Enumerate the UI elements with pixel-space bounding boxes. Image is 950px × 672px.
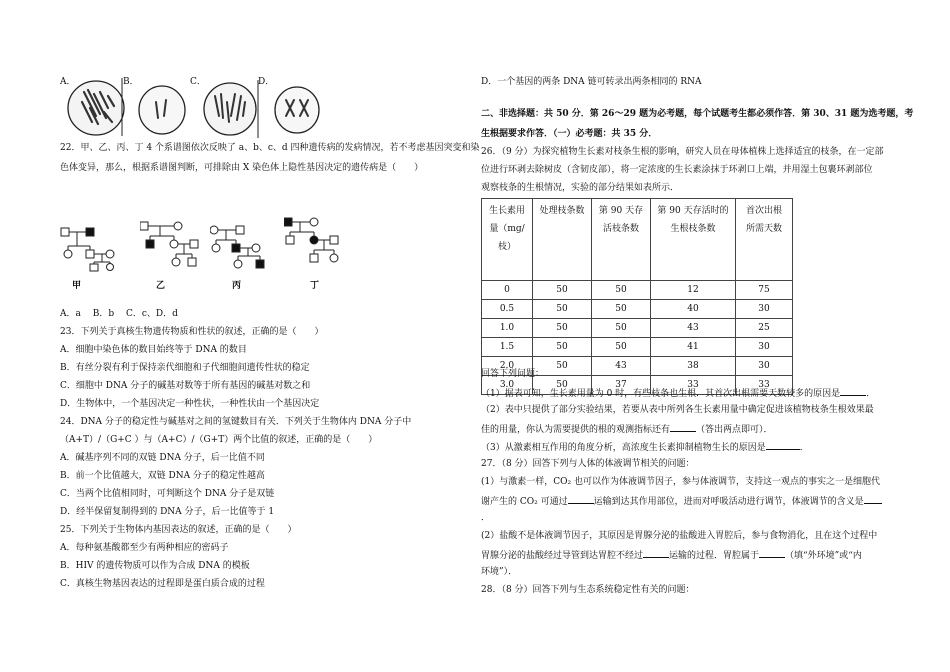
q22-stem-line2: 色体变异，那么，根据系谱图判断，可排除由 X 染色体上隐性基因决定的遗传病是（ ） bbox=[60, 163, 424, 173]
pedigree-jia bbox=[60, 222, 140, 272]
q27-p2-end: 环境”）． bbox=[481, 567, 518, 577]
q24-option-a: A．碱基序列不同的双链 DNA 分子，后一比值不同 bbox=[60, 453, 265, 463]
table-cell: 50 bbox=[592, 281, 651, 300]
table-cell: 40 bbox=[651, 300, 736, 319]
q26-stem-line2: 位进行环剥去除树皮（含韧皮部），将一定浓度的生长素涂抹于环剥口上端，并用湿土包裹环剥部位 bbox=[481, 165, 873, 175]
auxin-results-table bbox=[481, 198, 793, 395]
table-cell: 50 bbox=[533, 338, 592, 357]
q26-stem-line1: 26．（9 分）为探究植物生长素对枝条生根的影响，研究人员在母体植株上选择适宜的枝条，在一定部 bbox=[481, 147, 884, 157]
table-cell: 30 bbox=[736, 300, 793, 319]
q27-p2-line1: (2）盐酸不是体液调节因子，其原因是胃腺分泌的盐酸进入胃腔后，参与食物消化，且在这个过程中 bbox=[481, 531, 878, 541]
pedigree-ding bbox=[284, 216, 354, 272]
answer-blank[interactable] bbox=[759, 548, 785, 558]
table-cell: 41 bbox=[651, 338, 736, 357]
answer-blank[interactable] bbox=[840, 386, 866, 396]
pedigree-label-ding: 丁 bbox=[310, 281, 320, 291]
table-cell: 1.0 bbox=[482, 319, 533, 338]
table-cell: 43 bbox=[592, 357, 651, 376]
table-cell: 50 bbox=[533, 376, 592, 395]
option-c-label: C． bbox=[190, 77, 206, 87]
q26-sub3-text: （3）从激素相互作用的角度分析，高浓度生长素抑制植物生长的原因是 bbox=[481, 443, 766, 453]
table-cell: 33 bbox=[736, 376, 793, 395]
q22-stem-line1: 22．甲、乙、丙、丁 4 个系谱图依次反映了 a、b、c、d 四种遗传病的发病情况，若不考虑基因突变和染 bbox=[60, 143, 480, 153]
q26-prompt: 回答下列问题： bbox=[481, 369, 545, 379]
answer-blank[interactable] bbox=[643, 548, 669, 558]
q27-p2-text3: （填“外环境”或“内 bbox=[785, 551, 862, 561]
q26-stem-line3: 观察枝条的生根情况，实验的部分结果如表所示． bbox=[481, 183, 680, 193]
q24-option-c: C．当两个比值相同时，可判断这个 DNA 分子是双链 bbox=[60, 489, 275, 499]
table-cell: 1.5 bbox=[482, 338, 533, 357]
table-cell: 12 bbox=[651, 281, 736, 300]
q25-option-d: D．一个基因的两条 DNA 链可转录出两条相同的 RNA bbox=[481, 77, 702, 87]
table-cell: 75 bbox=[736, 281, 793, 300]
q26-sub2-text: 佳的用量，你认为需要提供的根的观测指标还有 bbox=[481, 425, 671, 435]
q25-option-b: B．HIV 的遗传物质可以作为合成 DNA 的模板 bbox=[60, 561, 250, 571]
q27-p2-text2: 运输的过程．胃腔属于 bbox=[669, 551, 760, 561]
pedigree-label-bing: 丙 bbox=[232, 281, 242, 291]
q27-p1-text2: 运输到达其作用部位，进而对呼吸活动进行调节，体液调节的含义是 bbox=[593, 497, 864, 507]
q27-p1-line1: (1）与激素一样，CO₂ 也可以作为体液调节因子，参与体液调节，支持这一观点的事实之一是细胞代 bbox=[481, 477, 880, 487]
q26-sub3 bbox=[481, 440, 809, 454]
table-cell: 50 bbox=[592, 300, 651, 319]
table-row bbox=[482, 300, 793, 319]
header-survived-day90 bbox=[592, 199, 651, 281]
header-text: 所需天数 bbox=[745, 224, 782, 234]
option-d-label: D． bbox=[258, 77, 275, 87]
section-heading-line2: 生根据要求作答．（一）必考题：共 35 分． bbox=[481, 129, 658, 139]
q26-sub1-end: ． bbox=[866, 389, 876, 399]
q27-p2-text: 胃腺分泌的盐酸经过导管到达胃腔不经过 bbox=[481, 551, 644, 561]
option-b-label: B． bbox=[123, 77, 139, 87]
answer-blank[interactable] bbox=[670, 422, 696, 432]
table-cell: 50 bbox=[533, 300, 592, 319]
q26-sub2-line2 bbox=[481, 422, 773, 436]
q25-option-a: A．每种氨基酸都至少有两种相应的密码子 bbox=[60, 543, 229, 553]
table-cell: 50 bbox=[592, 319, 651, 338]
table-header-row bbox=[482, 199, 793, 281]
q23-option-a: A．细胞中染色体的数目始终等于 DNA 的数目 bbox=[60, 345, 247, 355]
q27-stem: 27．（8 分）回答下列与人体的体液调节相关的问题： bbox=[481, 459, 695, 469]
q26-sub1-text: （1）据表可知，生长素用量为 0 时，有些枝条也生根．其首次出根需要天数较多的原因是 bbox=[481, 389, 841, 399]
table-cell: 50 bbox=[533, 281, 592, 300]
header-text: 第 90 天存 bbox=[598, 206, 644, 216]
q26-sub2-end: （答出两点即可）． bbox=[696, 425, 773, 435]
q27-p1-text: 谢产生的 CO₂ 可通过 bbox=[481, 497, 568, 507]
micrograph-c bbox=[201, 80, 259, 138]
micrograph-b bbox=[136, 82, 188, 138]
micrograph-a bbox=[66, 78, 128, 138]
table-row bbox=[482, 338, 793, 357]
table-cell: 25 bbox=[736, 319, 793, 338]
answer-blank[interactable] bbox=[568, 494, 594, 504]
table-cell: 0 bbox=[482, 281, 533, 300]
header-text: 生根枝条数 bbox=[670, 224, 716, 234]
table-cell: 30 bbox=[736, 357, 793, 376]
header-days-first-root bbox=[736, 199, 793, 281]
header-text: 量（mg/ bbox=[489, 224, 525, 234]
q26-sub1 bbox=[481, 386, 875, 400]
header-text: 活枝条数 bbox=[602, 224, 639, 234]
table-cell: 30 bbox=[736, 338, 793, 357]
header-text: 第 90 天存活时的 bbox=[657, 206, 729, 216]
q27-p1-line2 bbox=[481, 494, 882, 508]
q24-stem-line2: （A+T）/（G+C ）与（A+C）/（G+T）两个比值的叙述，正确的是（ ） bbox=[60, 435, 378, 445]
header-treated-count bbox=[533, 199, 592, 281]
table-cell: 38 bbox=[651, 357, 736, 376]
micrograph-d bbox=[272, 82, 324, 138]
table-cell: 33 bbox=[651, 376, 736, 395]
q27-p1-end: ． bbox=[481, 513, 491, 523]
q24-option-d: D．经半保留复制得到的 DNA 分子，后一比值等于 1 bbox=[60, 507, 275, 517]
header-text: 首次出根 bbox=[745, 206, 782, 216]
header-text: 生长素用 bbox=[488, 206, 525, 216]
q27-p2-line2 bbox=[481, 548, 862, 562]
q23-option-b: B．有丝分裂有利于保持亲代细胞和子代细胞间遗传性状的稳定 bbox=[60, 363, 310, 373]
pedigree-yi bbox=[140, 218, 212, 272]
q23-stem: 23．下列关于真核生物遗传物质和性状的叙述，正确的是（ ） bbox=[60, 327, 324, 337]
q24-stem-line1: 24．DNA 分子的稳定性与碱基对之间的氢键数目有关．下列关于生物体内 DNA 分子中 bbox=[60, 417, 412, 427]
table-cell: 3.0 bbox=[482, 376, 533, 395]
answer-blank[interactable] bbox=[766, 440, 800, 450]
table-row bbox=[482, 281, 793, 300]
header-text: 枝） bbox=[497, 242, 516, 252]
table-row bbox=[482, 319, 793, 338]
table-cell: 50 bbox=[592, 338, 651, 357]
table-cell: 0.5 bbox=[482, 300, 533, 319]
header-rooted-day90 bbox=[651, 199, 736, 281]
q26-sub3-end: ． bbox=[799, 443, 809, 453]
table-cell: 43 bbox=[651, 319, 736, 338]
q23-option-c: C．细胞中 DNA 分子的碱基对数等于所有基因的碱基对数之和 bbox=[60, 381, 311, 391]
q23-option-d: D．生物体中，一个基因决定一种性状，一种性状由一个基因决定 bbox=[60, 399, 320, 409]
q28-stem: 28．（8 分）回答下列与生态系统稳定性有关的问题： bbox=[481, 585, 695, 595]
q25-option-c: C．真核生物基因表达的过程即是蛋白质合成的过程 bbox=[60, 579, 265, 589]
pedigree-label-yi: 乙 bbox=[156, 281, 166, 291]
header-auxin-dose bbox=[482, 199, 533, 281]
q24-option-b: B．前一个比值越大，双链 DNA 分子的稳定性越高 bbox=[60, 471, 265, 481]
pedigree-bing bbox=[210, 222, 276, 272]
header-text: 处理枝条数 bbox=[539, 206, 585, 216]
table-cell: 37 bbox=[592, 376, 651, 395]
option-a-label: A． bbox=[60, 77, 76, 87]
q22-answer-options: A．a B．b C．c、D．d bbox=[60, 309, 178, 319]
table-cell: 2.0 bbox=[482, 357, 533, 376]
pedigree-label-jia: 甲 bbox=[72, 281, 82, 291]
q25-stem: 25．下列关于生物体内基因表达的叙述，正确的是（ ） bbox=[60, 525, 297, 535]
answer-blank[interactable] bbox=[864, 494, 882, 504]
section-heading-line1: 二、非选择题：共 50 分．第 26～29 题为必考题，每个试题考生都必须作答．第 30、31 题为选考题，考 bbox=[481, 109, 914, 119]
table-cell: 50 bbox=[533, 319, 592, 338]
table-cell: 50 bbox=[533, 357, 592, 376]
q26-sub2-line1: （2）表中只提供了部分实验结果，若要从表中所列各生长素用量中确定促进该植物枝条生根效果最 bbox=[481, 405, 874, 415]
